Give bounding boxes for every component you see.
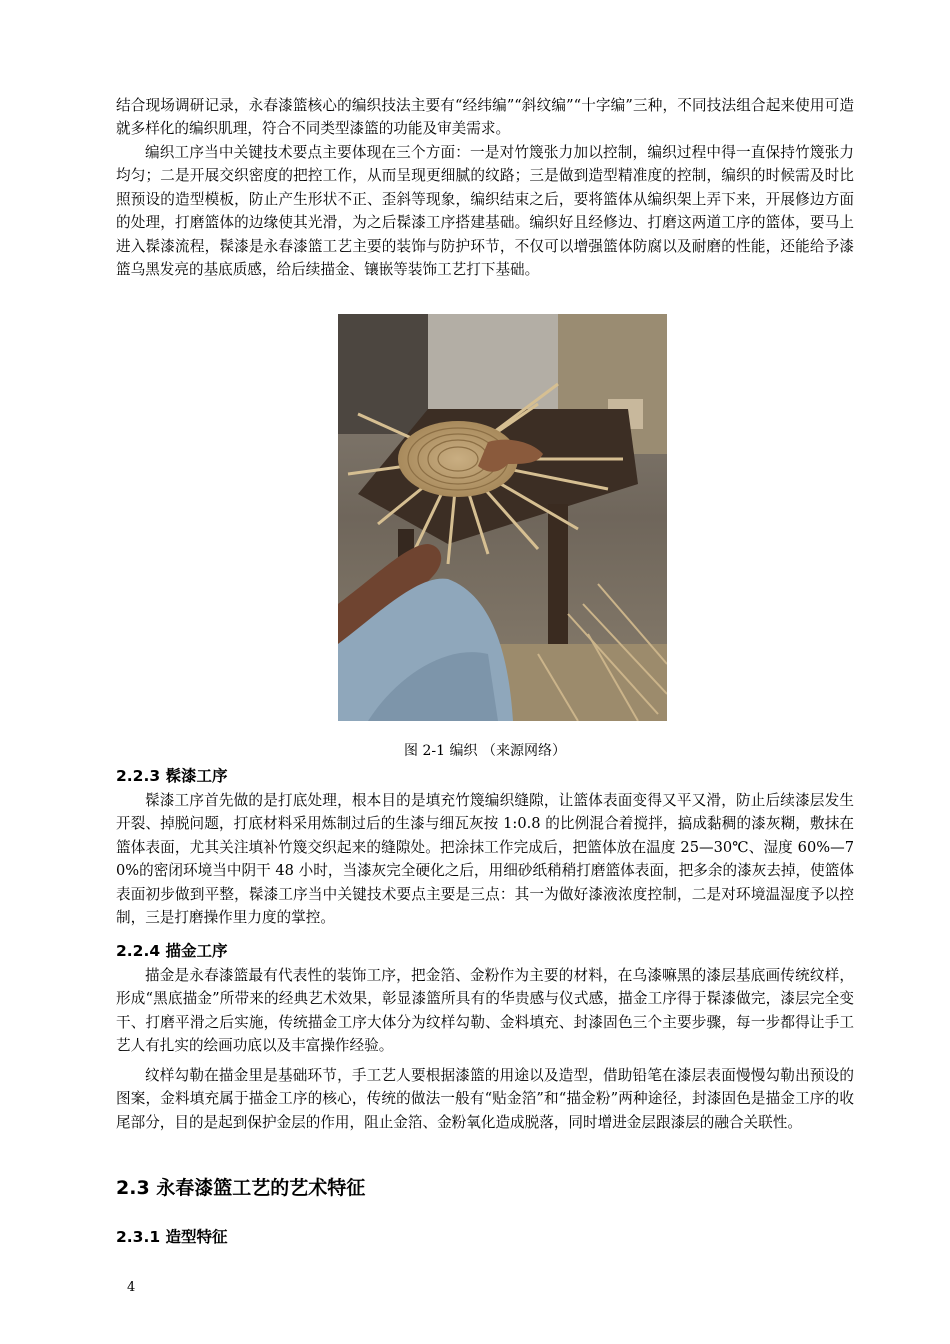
heading-lacquer-process: 2.2.3 髹漆工序 bbox=[116, 767, 228, 785]
paragraph-lacquer-process: 髹漆工序首先做的是打底处理，根本目的是填充竹篾编织缝隙，让篮体表面变得又平又滑，防止后续漆层发生开裂、掉脱问题，打底材料采用炼制过后的生漆与细瓦灰按 1:0.8 的比例混合着搅拌，搞成黏稠的漆灰糊，敷抹在篮体表面，尤其关注填补竹篾交织起来的缝隙处。把涂抹工作完成后，把篮体放在温度 25—30℃、湿度 60%—70%的密闭环境当中阴干 48 小时，当漆灰完全硬化之后，用细砂纸稍稍打磨篮体表面，把多余的漆灰去掉，使篮体表面初步做到平整，髹漆工序当中关键技术要点主要是三点：其一为做好漆液浓度控制，二是对环境温湿度予以控制，三是打磨操作里力度的掌控。 bbox=[116, 792, 854, 927]
page-number: 4 bbox=[127, 1280, 136, 1295]
paragraph-gilding-intro: 描金是永春漆篮最有代表性的装饰工序，把金箔、金粉作为主要的材料，在乌漆嘛黑的漆层基底画传统纹样，形成“黑底描金”所带来的经典艺术效果，彰显漆篮所具有的华贵感与仪式感，描金工序得于髹漆做完，漆层完全变干、打磨平滑之后实施，传统描金工序大体分为纹样勾勒、金料填充、封漆固色三个主要步骤，每一步都得让手工艺人有扎实的绘画功底以及丰富操作经验。 bbox=[116, 967, 854, 1055]
heading-shape-features: 2.3.1 造型特征 bbox=[116, 1228, 228, 1246]
weaving-photo bbox=[338, 314, 667, 721]
heading-artistic-features: 2.3 永春漆篮工艺的艺术特征 bbox=[116, 1177, 366, 1199]
figure-caption: 图 2-1 编织 （来源网络） bbox=[404, 743, 566, 759]
paragraph-gilding-steps: 纹样勾勒在描金里是基础环节，手工艺人要根据漆篮的用途以及造型，借助铅笔在漆层表面慢慢勾勒出预设的图案，金料填充属于描金工序的核心，传统的做法一般有“贴金箔”和“描金粉”两种途径，封漆固色是描金工序的收尾部分，目的是起到保护金层的作用，阻止金箔、金粉氧化造成脱落，同时增进金层跟漆层的融合关联性。 bbox=[116, 1067, 854, 1131]
paragraph-weaving-techniques: 结合现场调研记录，永春漆篮核心的编织技法主要有“经纬编”“斜纹编”“十字编”三种，不同技法组合起来使用可造就多样化的编织肌理，符合不同类型漆篮的功能及审美需求。 bbox=[116, 97, 854, 138]
paragraph-weaving-key-points: 编织工序当中关键技术要点主要体现在三个方面：一是对竹篾张力加以控制，编织过程中得一直保持竹篾张力均匀；二是开展交织密度的把控工作，从而呈现更细腻的纹路；三是做到造型精准度的控制，编织的时候需及时比照预设的造型模板，防止产生形状不正、歪斜等现象，编织结束之后，要将篮体从编织架上弄下来，开展修边方面的处理，打磨篮体的边缘使其光滑，为之后髹漆工序搭建基础。编织好且经修边、打磨这两道工序的篮体，要马上进入髹漆流程，髹漆是永春漆篮工艺主要的装饰与防护环节，不仅可以增强篮体防腐以及耐磨的性能，还能给予漆篮乌黑发亮的基底质感，给后续描金、镶嵌等装饰工艺打下基础。 bbox=[116, 144, 854, 279]
heading-gilding-process: 2.2.4 描金工序 bbox=[116, 942, 228, 960]
